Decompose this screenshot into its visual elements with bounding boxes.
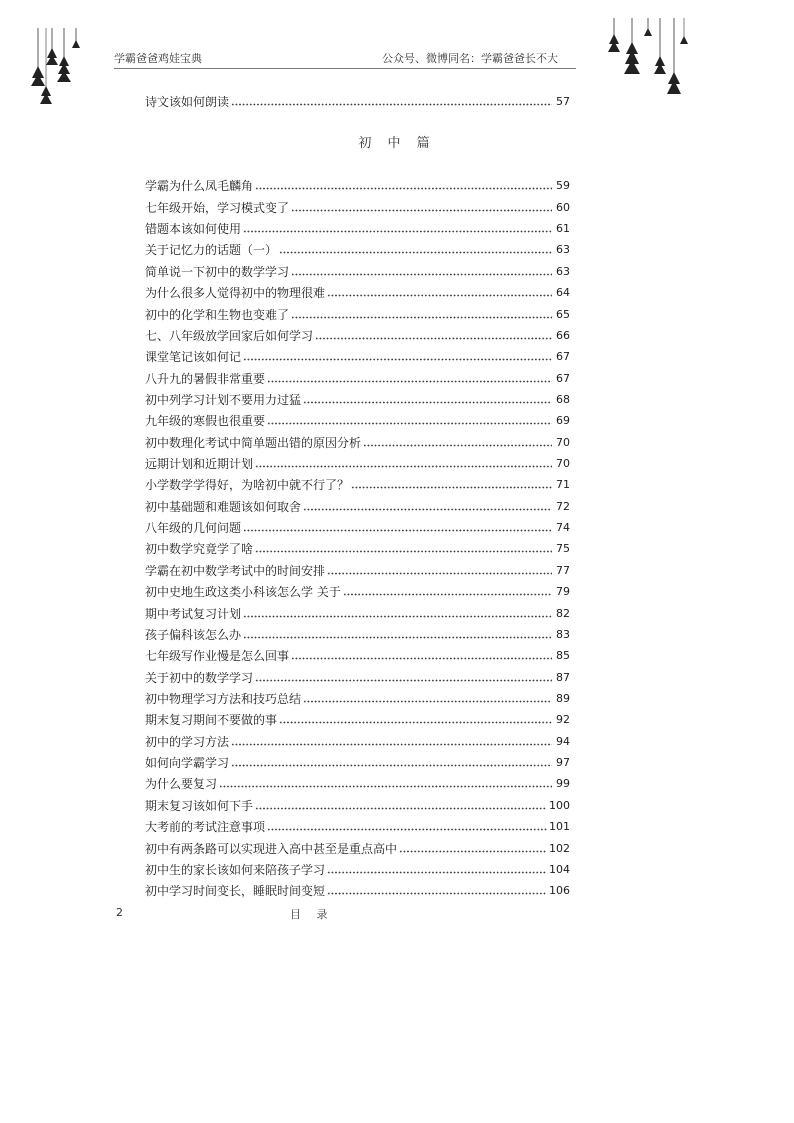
toc-entry-title: 初中数学究竟学了啥 [145, 542, 254, 557]
toc-entry[interactable] [145, 386, 570, 407]
toc-entry-title: 初中基础题和难题该如何取舍 [145, 499, 302, 514]
footer-page-number: 2 [116, 906, 123, 919]
toc-dot-leader [255, 465, 552, 468]
toc-entry-title: 远期计划和近期计划 [145, 457, 254, 472]
toc-entry-title: 七年级写作业慢是怎么回事 [145, 649, 290, 664]
toc-entry-page: 97 [556, 756, 570, 770]
toc-entry-title: 课堂笔记该如何记 [145, 350, 242, 365]
toc-dot-leader [291, 209, 552, 212]
toc-dot-leader [243, 615, 552, 618]
christmas-ornament-left-icon [28, 28, 84, 108]
toc-entry[interactable] [145, 642, 570, 663]
toc-entry[interactable] [145, 556, 570, 577]
toc-entry[interactable] [145, 663, 570, 684]
toc-dot-leader [303, 700, 552, 703]
toc-entry-page: 79 [556, 585, 570, 599]
toc-entry[interactable] [145, 514, 570, 535]
toc-entry[interactable] [145, 364, 570, 385]
toc-top-list [145, 88, 570, 109]
toc-entry[interactable] [145, 749, 570, 770]
toc-dot-leader [267, 380, 552, 383]
toc-entry[interactable] [145, 193, 570, 214]
toc-entry-title: 关于初中的数学学习 [145, 670, 254, 685]
toc-entry-title: 小学数学学得好，为啥初中就不行了？ [145, 478, 350, 493]
toc-entry[interactable] [145, 471, 570, 492]
toc-dot-leader [219, 785, 552, 788]
toc-entry-page: 89 [556, 691, 570, 705]
toc-entry-page: 59 [556, 179, 570, 193]
header-public-account: 公众号、微博同名：学霸爸爸长不大 [382, 52, 558, 65]
toc-entry-page: 61 [556, 222, 570, 236]
toc-entry[interactable] [145, 279, 570, 300]
toc-entry[interactable] [145, 428, 570, 449]
toc-entry[interactable] [145, 599, 570, 620]
toc-entry-title: 初中史地生政这类小科该怎么学 关于 [145, 585, 341, 600]
toc-dot-leader [327, 871, 547, 874]
toc-entry-page: 64 [556, 286, 570, 300]
toc-entry-page: 77 [556, 563, 570, 577]
toc-dot-leader [327, 892, 547, 895]
toc-entry[interactable] [145, 813, 570, 834]
section-title-junior-high: 初 中 篇 [358, 136, 436, 151]
toc-entry-title: 初中物理学习方法和技巧总结 [145, 691, 302, 706]
toc-entry-title: 期末复习该如何下手 [145, 798, 254, 813]
toc-dot-leader [343, 593, 552, 596]
toc-dot-leader [255, 679, 552, 682]
header-book-title: 学霸爸爸鸡娃宝典 [114, 52, 202, 65]
toc-entry-page: 67 [556, 371, 570, 385]
toc-entry[interactable] [145, 300, 570, 321]
toc-entry[interactable] [145, 834, 570, 855]
toc-entry-page: 87 [556, 670, 570, 684]
toc-entry[interactable] [145, 322, 570, 343]
toc-entry-page: 74 [556, 521, 570, 535]
toc-entry-title: 初中生的家长该如何来陪孩子学习 [145, 862, 326, 877]
toc-dot-leader [243, 529, 552, 532]
toc-entry-title: 期中考试复习计划 [145, 606, 242, 621]
toc-entry[interactable] [145, 236, 570, 257]
toc-entry-title: 简单说一下初中的数学学习 [145, 264, 290, 279]
header-divider [114, 68, 576, 69]
toc-entry[interactable] [145, 88, 570, 109]
toc-entry-title: 为什么要复习 [145, 777, 218, 792]
toc-entry-page: 99 [556, 777, 570, 791]
toc-entry[interactable] [145, 172, 570, 193]
toc-entry-page: 94 [556, 734, 570, 748]
toc-entry[interactable] [145, 578, 570, 599]
toc-entry-title: 初中学习时间变长，睡眠时间变短 [145, 884, 326, 899]
footer-section-label: 目 录 [290, 908, 334, 921]
toc-dot-leader [243, 636, 552, 639]
toc-entry-title: 为什么很多人觉得初中的物理很难 [145, 286, 326, 301]
toc-entry-page: 102 [549, 841, 570, 855]
toc-entry[interactable] [145, 685, 570, 706]
toc-main-list [145, 172, 570, 898]
toc-dot-leader [243, 358, 552, 361]
toc-dot-leader [255, 550, 552, 553]
toc-dot-leader [303, 401, 552, 404]
toc-dot-leader [243, 230, 552, 233]
toc-entry-page: 63 [556, 243, 570, 257]
toc-entry[interactable] [145, 770, 570, 791]
toc-dot-leader [327, 572, 552, 575]
toc-entry-page: 100 [549, 798, 570, 812]
toc-entry[interactable] [145, 856, 570, 877]
toc-entry[interactable] [145, 343, 570, 364]
toc-entry-page: 101 [549, 820, 570, 834]
toc-entry-title: 初中的化学和生物也变难了 [145, 307, 290, 322]
toc-entry-page: 60 [556, 200, 570, 214]
christmas-ornament-right-icon [602, 18, 690, 104]
toc-dot-leader [231, 103, 552, 106]
toc-entry-page: 67 [556, 350, 570, 364]
toc-entry-title: 七年级开始，学习模式变了 [145, 200, 290, 215]
toc-entry-title: 初中的学习方法 [145, 734, 230, 749]
toc-dot-leader [363, 444, 552, 447]
toc-entry-page: 72 [556, 499, 570, 513]
toc-dot-leader [291, 316, 552, 319]
toc-entry-title: 错题本该如何使用 [145, 222, 242, 237]
toc-entry-title: 初中有两条路可以实现进入高中甚至是重点高中 [145, 841, 398, 856]
toc-entry-page: 75 [556, 542, 570, 556]
toc-entry[interactable] [145, 727, 570, 748]
toc-entry-page: 82 [556, 606, 570, 620]
toc-entry-page: 66 [556, 328, 570, 342]
toc-entry[interactable] [145, 450, 570, 471]
toc-entry-title: 九年级的寒假也很重要 [145, 414, 266, 429]
toc-entry-title: 八年级的几何问题 [145, 521, 242, 536]
toc-dot-leader [315, 337, 552, 340]
toc-dot-leader [279, 251, 552, 254]
toc-entry-page: 83 [556, 627, 570, 641]
toc-dot-leader [327, 294, 552, 297]
toc-entry[interactable] [145, 492, 570, 513]
toc-entry[interactable] [145, 877, 570, 898]
toc-dot-leader [399, 850, 547, 853]
toc-dot-leader [231, 743, 552, 746]
toc-entry-title: 如何向学霸学习 [145, 756, 230, 771]
toc-entry-title: 诗文该如何朗读 [145, 95, 230, 110]
toc-entry-page: 68 [556, 392, 570, 406]
toc-entry-title: 大考前的考试注意事项 [145, 820, 266, 835]
toc-entry-page: 71 [556, 478, 570, 492]
toc-entry[interactable] [145, 621, 570, 642]
toc-entry-page: 104 [549, 862, 570, 876]
toc-dot-leader [291, 657, 552, 660]
toc-entry-title: 期末复习期间不要做的事 [145, 713, 278, 728]
toc-dot-leader [255, 807, 547, 810]
toc-entry[interactable] [145, 791, 570, 812]
toc-entry-page: 70 [556, 457, 570, 471]
toc-entry-title: 八升九的暑假非常重要 [145, 371, 266, 386]
toc-dot-leader [351, 486, 552, 489]
toc-entry[interactable] [145, 407, 570, 428]
toc-entry-title: 关于记忆力的话题（一） [145, 243, 278, 258]
toc-dot-leader [255, 187, 552, 190]
toc-entry-page: 85 [556, 649, 570, 663]
toc-dot-leader [291, 273, 552, 276]
toc-entry-page: 70 [556, 435, 570, 449]
toc-entry-title: 初中列学习计划不要用力过猛 [145, 392, 302, 407]
toc-entry-title: 七、八年级放学回家后如何学习 [145, 328, 314, 343]
toc-entry[interactable] [145, 535, 570, 556]
toc-entry[interactable] [145, 706, 570, 727]
toc-entry[interactable] [145, 215, 570, 236]
toc-entry-page: 69 [556, 414, 570, 428]
toc-dot-leader [267, 828, 547, 831]
toc-dot-leader [267, 422, 552, 425]
toc-entry-title: 初中数理化考试中简单题出错的原因分析 [145, 435, 362, 450]
toc-entry[interactable] [145, 257, 570, 278]
toc-entry-page: 63 [556, 264, 570, 278]
toc-dot-leader [279, 721, 552, 724]
toc-dot-leader [231, 764, 552, 767]
toc-entry-title: 学霸在初中数学考试中的时间安排 [145, 563, 326, 578]
toc-entry-title: 孩子偏科该怎么办 [145, 627, 242, 642]
toc-entry-page: 65 [556, 307, 570, 321]
toc-dot-leader [303, 508, 552, 511]
toc-entry-page: 57 [556, 95, 570, 109]
toc-entry-page: 92 [556, 713, 570, 727]
toc-entry-page: 106 [549, 884, 570, 898]
toc-entry-title: 学霸为什么凤毛麟角 [145, 179, 254, 194]
